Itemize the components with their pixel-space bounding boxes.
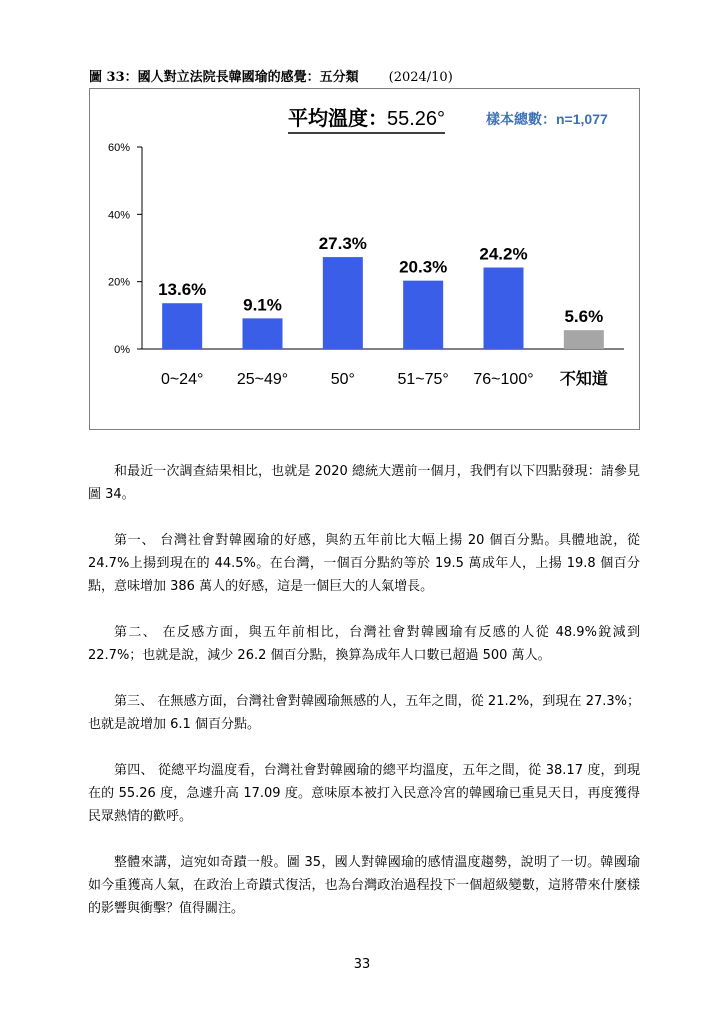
paragraph-summary: 整體來講，這宛如奇蹟一般。圖 35，國人對韓國瑜的感情溫度趨勢，說明了一切。韓國瑜如今重獲高人氣，在政治上奇蹟式復活，也為台灣政治過程投下一個超級變數，這將帶來什麼樣的影響與衝擊？值得關注。 [88, 855, 640, 916]
bar [162, 303, 202, 349]
chart-bars [158, 234, 608, 388]
x-category-label: 0~24° [160, 371, 204, 388]
chart-frame [89, 88, 640, 430]
x-category-label: 76~100° [473, 371, 534, 388]
bar [484, 268, 524, 349]
paragraph-third: 第三、 在無感方面，台灣社會對韓國瑜無感的人，五年之間，從 21.2%，到現在 27.3%；也就是說增加 6.1 個百分點。 [88, 694, 640, 732]
chart-title-value: 55.26° [387, 108, 446, 130]
x-category-label: 50° [330, 371, 355, 388]
bar [323, 257, 363, 349]
bar-value-label: 13.6% [158, 280, 207, 300]
y-tick-label: 0% [114, 344, 130, 356]
body-text [88, 460, 640, 943]
figure-caption-title: 圖 33：國人對立法院長韓國瑜的感覺：五分類 [89, 70, 359, 85]
y-tick-label: 60% [107, 142, 130, 154]
paragraph-second: 第二、 在反感方面，與五年前相比，台灣社會對韓國瑜有反感的人從 48.9%銳減到 22.7%；也就是說，減少 26.2 個百分點，換算為成年人口數已超過 500 萬人。 [88, 625, 640, 663]
bar-value-label: 24.2% [479, 244, 528, 264]
paragraph-fourth: 第四、 從總平均溫度看，台灣社會對韓國瑜的總平均溫度，五年之間，從 38.17 度，到現在的 55.26 度，急遽升高 17.09 度。意味原本被打入民意冷宮的韓國瑜已重見天日，再度獲得民眾熱情的歡呼。 [88, 763, 640, 824]
bar-chart [90, 89, 639, 429]
figure-caption-date: (2024/10) [388, 70, 453, 85]
x-category-label: 51~75° [397, 371, 449, 388]
chart-title-label: 平均溫度： [288, 108, 388, 130]
paragraph-first: 第一、 台灣社會對韓國瑜的好感，與約五年前比大幅上揚 20 個百分點。具體地說，從 24.7%上揚到現在的 44.5%。在台灣，一個百分點約等於 19.5 萬成年人，上揚 19.8 個百分點，意味增加 386 萬人的好感，這是一個巨大的人氣增長。 [88, 533, 640, 594]
y-tick-label: 20% [107, 276, 130, 289]
bar [243, 318, 283, 349]
bar-value-label: 9.1% [243, 295, 282, 315]
page-number: 33 [353, 957, 371, 972]
paragraph-intro: 和最近一次調查結果相比，也就是 2020 總統大選前一個月，我們有以下四點發現：請參見圖 34。 [88, 464, 640, 502]
bar [403, 281, 443, 349]
figure-caption [89, 66, 453, 85]
bar-value-label: 20.3% [399, 257, 448, 277]
bar-value-label: 5.6% [564, 307, 604, 327]
bar-value-label: 27.3% [318, 234, 367, 254]
x-category-label: 不知道 [559, 371, 608, 388]
sample-size-note: 樣本總數：n=1,077 [486, 111, 608, 127]
bar [564, 330, 604, 349]
x-category-label: 25~49° [236, 371, 289, 388]
y-tick-label: 40% [107, 209, 130, 222]
